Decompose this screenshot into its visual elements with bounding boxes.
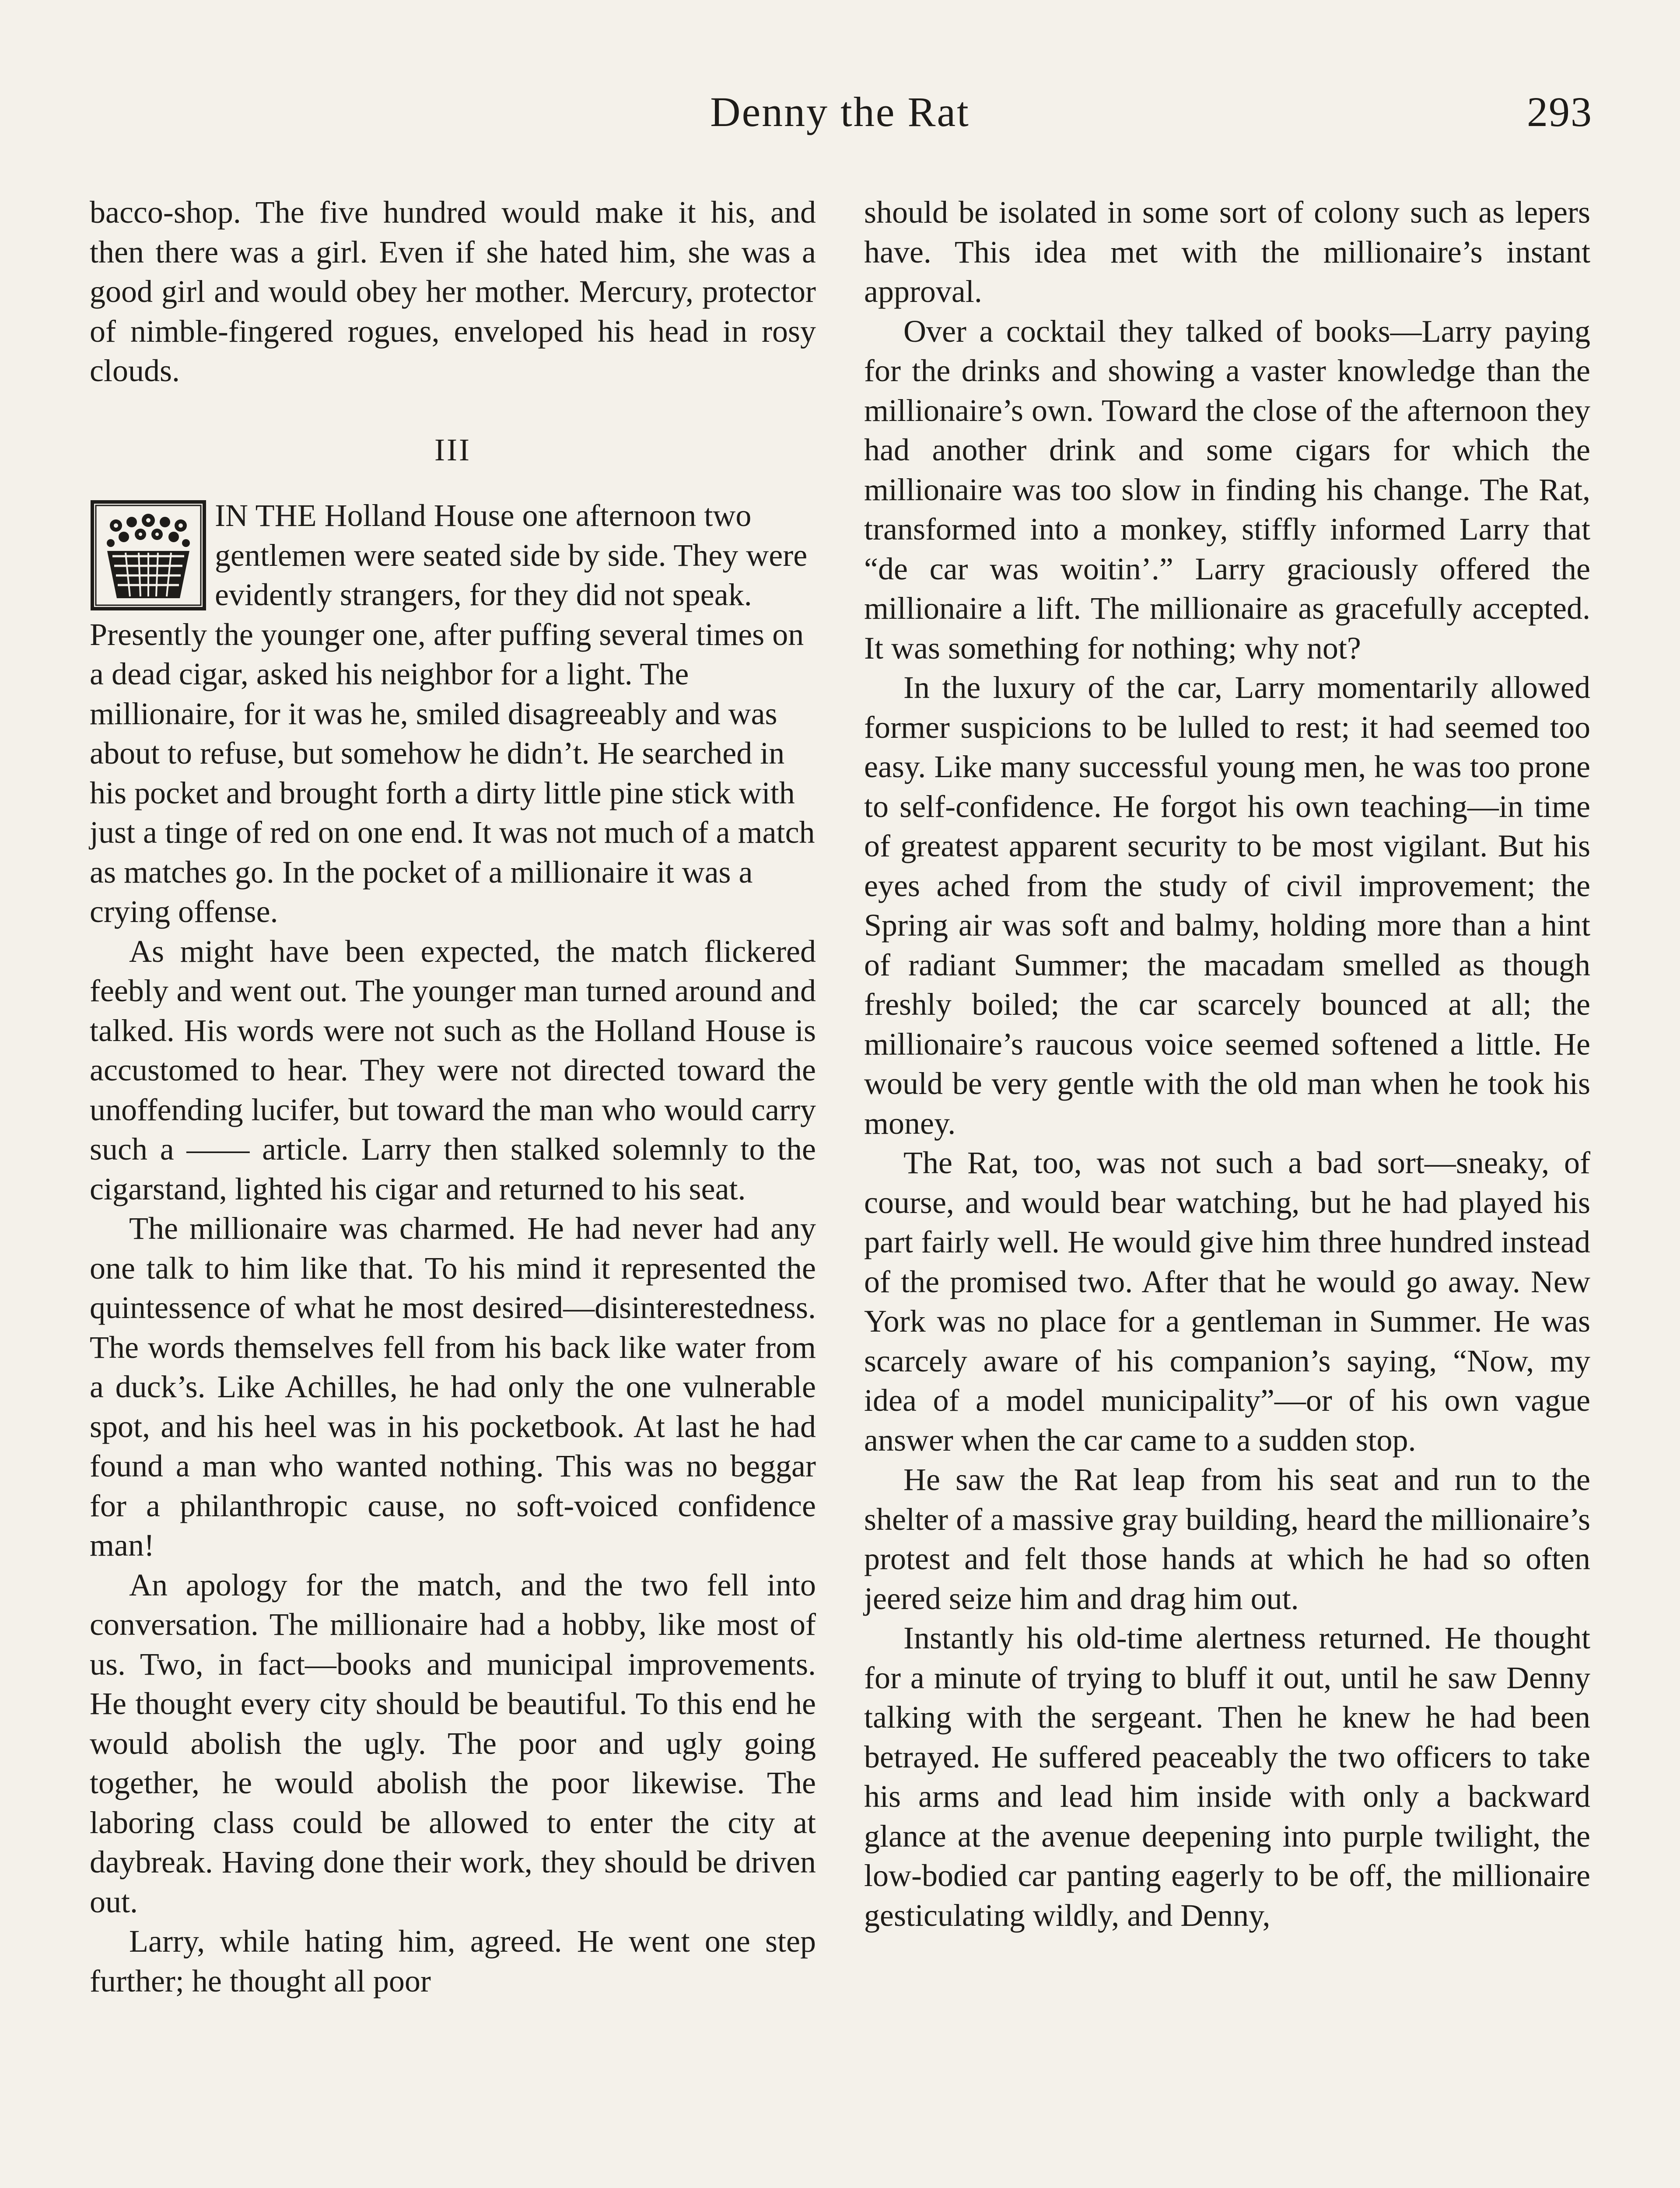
page-number: 293 bbox=[1527, 88, 1592, 135]
ornamental-basket-icon bbox=[90, 499, 207, 611]
running-title: Denny the Rat bbox=[710, 88, 970, 135]
paragraph: should be isolated in some sort of colony such as lepers have. This idea met with the millionaire’s instant approval. bbox=[864, 195, 1590, 309]
section-heading: III bbox=[434, 432, 471, 467]
paragraph: As might have been expected, the match flickered feebly and went out. The younger man turned around and talked. His words were not such as the Holland House is accustomed to hear. They were not directed toward the unoffending lucifer, but toward the man who would carry such a —— article. Larry then stalked solemnly to the cigarstand, lighted his cigar and returned to his seat. bbox=[90, 933, 816, 1206]
page-header bbox=[88, 88, 1592, 144]
paragraph: Instantly his old-time alertness returned. He thought for a minute of trying to bluff it out, until he saw Denny talking with the sergeant. Then he knew he had been betrayed. He suffered peaceably the two officers to take his arms and lead him inside with only a backward glance at the avenue deepening into purple twilight, the low-bodied car panting eagerly to be off, the millionaire gesticulating wildly, and Denny, bbox=[864, 1620, 1590, 1933]
paragraph: The millionaire was charmed. He had never had any one talk to him like that. To his mind it represented the quintessence of what he most desired—disinterestedness. The words themselves fell from his back like water from a duck’s. Like Achilles, he had only the one vulnerable spot, and his heel was in his pocketbook. At last he had found a man who wanted nothing. This was no beggar for a philanthropic cause, no soft-voiced confidence man! bbox=[90, 1211, 816, 1563]
paragraph: The Rat, too, was not such a bad sort—sneaky, of course, and would bear watching, but he had played his part fairly well. He would give him three hundred instead of the promised two. After that he would go away. New York was no place for a gentleman in Summer. He was scarcely aware of his companion’s saying, “Now, my idea of a model municipality”—or of his own vague answer when the car came to a sudden stop. bbox=[864, 1145, 1590, 1458]
paragraph: Over a cocktail they talked of books—Larry paying for the drinks and showing a vaster knowledge than the millionaire’s own. Toward the close of the afternoon they had another drink and some cigars for which the millionaire was too slow in finding his change. The Rat, transformed into a monkey, stiffly informed Larry that “de car was woitin’.” Larry graciously offered the millionaire a lift. The millionaire as gracefully accepted. It was something for nothing; why not? bbox=[864, 313, 1590, 666]
paragraph: bacco-shop. The five hundred would make it his, and then there was a girl. Even if she hated him, she was a good girl and would obey her mother. Mercury, protector of nimble-fingered rogues, enveloped his head in rosy clouds. bbox=[90, 195, 816, 388]
paragraph: Larry, while hating him, agreed. He went one step further; he thought all poor bbox=[90, 1924, 816, 1999]
paragraph: In the luxury of the car, Larry momentarily allowed former suspicions to be lulled to rest; it had seemed too easy. Like many successful young men, he was too prone to self-confidence. He forgot his own teaching—in time of greatest apparent security to be most vigilant. But his eyes ached from the study of civil improvement; the Spring air was soft and balmy, holding more than a hint of radiant Summer; the macadam smelled as though freshly boiled; the car scarcely bounced at all; the millionaire’s raucous voice seemed softened a little. He would be very gentle with the old man when he took his money. bbox=[864, 670, 1590, 1141]
paragraph-text: IN THE Holland House one afternoon two gentlemen were seated side by side. They were evidently strangers, for they did not speak. Presently the younger one, after puffing several times on a dead cigar, asked his neighbor for a light. The millionaire, for it was he, smiled disagreeably and was about to refuse, but somehow he didn’t. He searched in his pocket and brought forth a dirty little pine stick with just a tinge of red on one end. It was not much of a match as matches go. In the pocket of a millionaire it was a crying offense. bbox=[90, 498, 815, 929]
paragraph: He saw the Rat leap from his seat and run to the shelter of a massive gray building, heard the millionaire’s protest and felt those hands at which he had so often jeered seize him and drag him out. bbox=[864, 1462, 1590, 1616]
paragraph: An apology for the match, and the two fell into conversation. The millionaire had a hobby, like most of us. Two, in fact—books and municipal improvements. He thought every city should be beautiful. To this end he would abolish the ugly. The poor and ugly going together, he would abolish the poor likewise. The laboring class could be allowed to enter the city at daybreak. Having done their work, they should be driven out. bbox=[90, 1567, 816, 1919]
left-column bbox=[90, 193, 816, 2001]
right-column bbox=[864, 193, 1590, 1935]
paragraph-with-dropcap bbox=[90, 496, 816, 932]
